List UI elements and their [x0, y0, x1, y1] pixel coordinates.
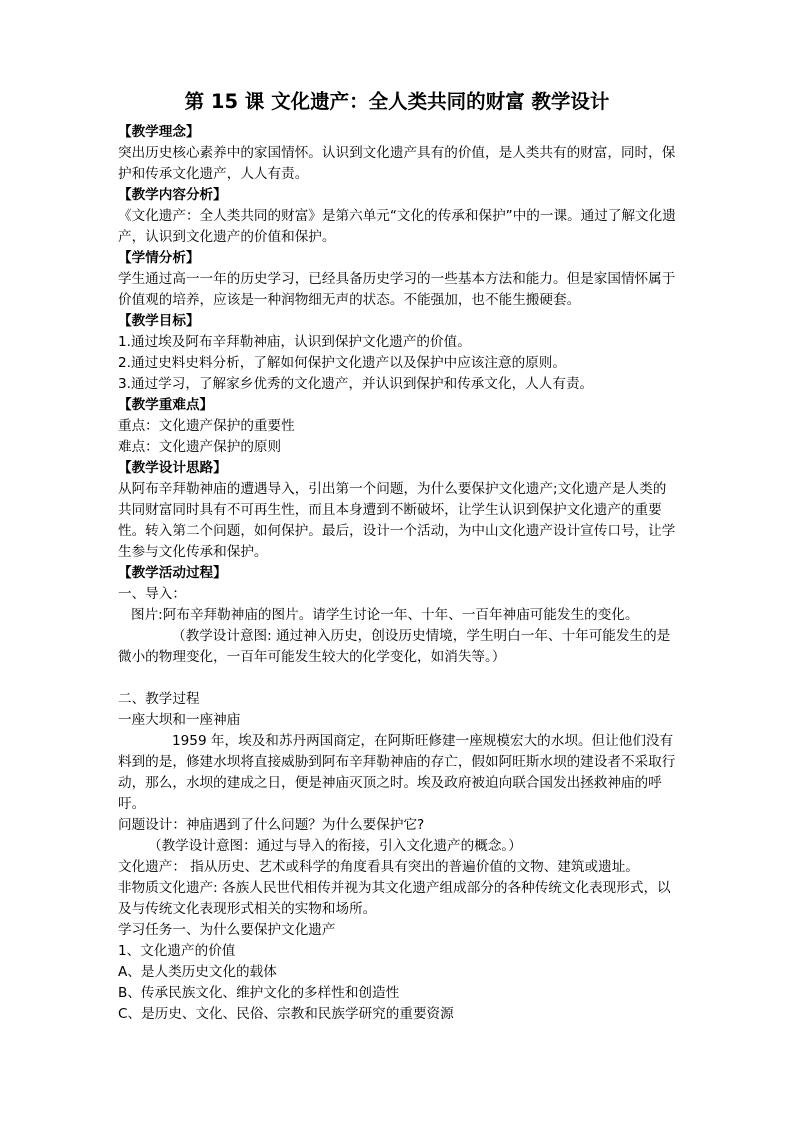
document-title: 第 15 课 文化遗产：全人类共同的财富 教学设计 [184, 90, 610, 113]
section-heading-student-analysis: 【学情分析】 [118, 250, 200, 266]
section-heading-design-ideas: 【教学设计思路】 [118, 460, 227, 476]
section-heading-key-points: 【教学重难点】 [118, 397, 214, 413]
list-item: 3.通过学习，了解家乡优秀的文化遗产，并认识到保护和传承文化，人人有责。 [118, 376, 594, 392]
subheading: 一、导入： [118, 586, 186, 602]
paragraph: 1959 年，埃及和苏丹两国商定，在阿斯旺修建一座规模宏大的水坝。但让他们没有料到的是，修建水坝将直接威胁到阿布辛拜勒神庙的存亡，假如阿旺斯水坝的建设者不采取行动，那么，水坝的建成之日，便是神庙灭顶之时。埃及政府被迫向联合国发出拯救神庙的呼吁。 [118, 733, 676, 812]
paragraph: 学生通过高一一年的历史学习，已经具备历史学习的一些基本方法和能力。但是家国情怀属于价值观的培养，应该是一种润物细无声的状态。不能强加，也不能生搬硬套。 [118, 271, 676, 308]
list-item: 2.通过史料史料分析，了解如何保护文化遗产以及保护中应该注意的原则。 [118, 355, 566, 371]
list-item: 1.通过埃及阿布辛拜勒神庙，认识到保护文化遗产的价值。 [118, 334, 471, 350]
list-item: 难点：文化遗产保护的原则 [118, 439, 282, 455]
blank-line [118, 668, 676, 689]
paragraph: 问题设计：神庙遇到了什么问题？为什么要保护它? [118, 817, 425, 833]
list-item: A、是人类历史文化的载体 [118, 964, 277, 980]
list-item: B、传承民族文化、维护文化的多样性和创造性 [118, 985, 400, 1001]
subheading: 一座大坝和一座神庙 [118, 712, 241, 728]
list-item: 1、文化遗产的价值 [118, 943, 236, 959]
section-heading-teaching-goals: 【教学目标】 [118, 313, 200, 329]
document-body [118, 122, 676, 1025]
list-item: 重点：文化遗产保护的重要性 [118, 418, 295, 434]
subheading: 学习任务一、为什么要保护文化遗产 [118, 922, 336, 938]
paragraph: 从阿布辛拜勒神庙的遭遇导入，引出第一个问题，为什么要保护文化遗产;文化遗产是人类的共同财富同时具有不可再生性，而且本身遭到不断破坏，让学生认识到保护文化遗产的重要性。转入第二个问题，如何保护。最后，设计一个活动，为中山文化遗产设计宣传口号，让学生参与文化传承和保护。 [118, 481, 676, 560]
subheading: 二、教学过程 [118, 691, 200, 707]
section-heading-teaching-concept: 【教学理念】 [118, 124, 200, 140]
paragraph: （教学设计意图：通过与导入的衔接，引入文化遗产的概念。） [148, 838, 522, 854]
section-heading-activity-process: 【教学活动过程】 [118, 565, 227, 581]
section-heading-content-analysis: 【教学内容分析】 [118, 187, 227, 203]
paragraph: （教学设计意图: 通过神入历史，创设历史情境，学生明白一年、十年可能发生的是微小的物理变化，一百年可能发生较大的化学变化，如消失等。） [118, 628, 671, 665]
paragraph: 图片:阿布辛拜勒神庙的图片。请学生讨论一年、十年、一百年神庙可能发生的变化。 [131, 607, 639, 623]
paragraph: 突出历史核心素养中的家国情怀。认识到文化遗产具有的价值，是人类共有的财富，同时，保护和传承文化遗产，人人有责。 [118, 145, 676, 182]
list-item: C、是历史、文化、民俗、宗教和民族学研究的重要资源 [118, 1006, 454, 1022]
definition: 文化遗产： 指从历史、艺术或科学的角度看具有突出的普遍价值的文物、建筑或遗址。 [118, 859, 639, 875]
definition: 非物质文化遗产: 各族人民世代相传并视为其文化遗产组成部分的各种传统文化表现形式，以及与传统文化表现形式相关的实物和场所。 [118, 880, 671, 917]
paragraph: 《文化遗产：全人类共同的财富》是第六单元“文化的传承和保护”中的一课。通过了解文化遗产，认识到文化遗产的价值和保护。 [118, 208, 676, 245]
